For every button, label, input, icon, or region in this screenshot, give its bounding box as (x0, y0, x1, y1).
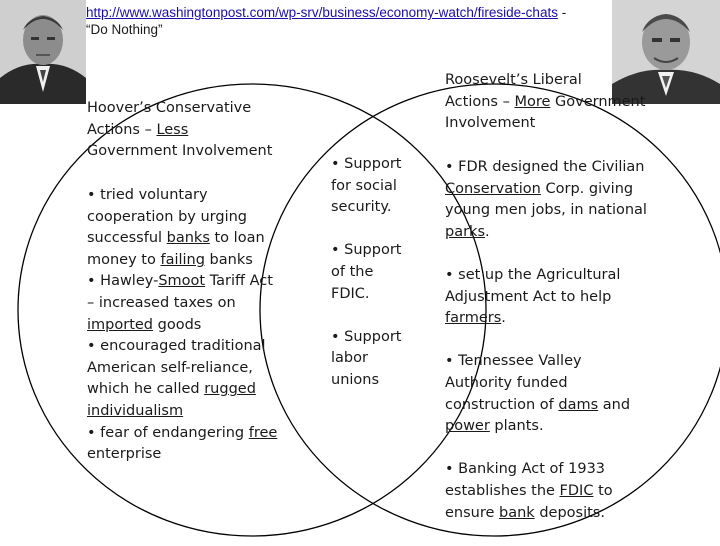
bullet-line (87, 401, 287, 423)
text-segment: – increased taxes on (87, 294, 236, 311)
bullet-line (445, 179, 660, 201)
roosevelt-bullet-list (445, 157, 660, 546)
bullet-line (445, 222, 660, 244)
bullet-line (87, 293, 287, 315)
text-segment: . (485, 223, 490, 240)
bullet-line (87, 358, 287, 380)
bullet-line (331, 154, 421, 176)
bullet-line (445, 265, 660, 287)
underlined-term: dams (558, 396, 599, 413)
source-note: “Do Nothing” (86, 22, 163, 37)
text-segment: plants. (489, 418, 544, 435)
text-segment: Government Involvement (87, 143, 273, 160)
bullet-line (87, 207, 287, 229)
text-segment: to (593, 482, 613, 499)
text-segment: • Hawley- (87, 273, 159, 290)
bullet-line (331, 176, 421, 198)
text-segment: • set up the Agricultural (445, 266, 621, 283)
underlined-term: rugged (204, 381, 256, 398)
portrait-hoover-icon (0, 0, 86, 104)
text-segment: Actions – (445, 93, 515, 110)
underlined-term: individualism (87, 402, 184, 419)
underlined-term: bank (499, 504, 535, 521)
heading-line (87, 120, 287, 142)
bullet-line (87, 228, 287, 250)
underlined-term: free (248, 424, 278, 441)
bullet-item (445, 265, 660, 330)
text-segment: labor (331, 350, 368, 367)
bullet-line (331, 348, 421, 370)
bullet-line (87, 444, 287, 466)
text-segment: • Support (331, 156, 402, 172)
text-segment: American self-reliance, (87, 359, 253, 376)
text-segment: deposits. (534, 504, 605, 521)
text-segment: banks (204, 251, 253, 268)
bullet-item (445, 459, 660, 524)
bullet-item (331, 154, 421, 219)
bullet-line (87, 250, 287, 272)
underlined-term: farmers (445, 310, 502, 327)
bullet-item (331, 327, 421, 392)
text-segment: Corp. giving (540, 180, 634, 197)
underlined-term: More (514, 93, 551, 110)
text-segment: • fear of endangering (87, 424, 249, 441)
text-segment: goods (153, 316, 202, 333)
underlined-term: FDIC (559, 482, 594, 499)
text-segment: money to (87, 251, 161, 268)
text-segment: . (501, 310, 506, 327)
bullet-item (445, 351, 660, 437)
bullet-line (445, 287, 660, 309)
bullet-line (87, 423, 287, 445)
text-segment: of the (331, 263, 374, 280)
bullet-line (331, 284, 421, 306)
text-segment: establishes the (445, 482, 560, 499)
text-segment: cooperation by urging (87, 208, 247, 225)
bullet-line (445, 351, 660, 373)
bullet-line (331, 240, 421, 262)
bullet-line (445, 503, 660, 525)
underlined-term: power (445, 418, 490, 435)
bullet-line (445, 481, 660, 503)
text-segment: Roosevelt’s Liberal (445, 72, 582, 88)
text-segment: Tariff Act (205, 273, 273, 290)
text-segment: Government (550, 93, 646, 110)
text-segment: • tried voluntary (87, 187, 208, 203)
text-segment: Actions – (87, 121, 157, 138)
underlined-term: Less (156, 121, 189, 138)
bullet-item (87, 336, 287, 422)
text-segment: successful (87, 230, 167, 247)
text-segment: • encouraged traditional (87, 338, 266, 355)
bullet-line (331, 197, 421, 219)
hoover-heading (87, 98, 287, 163)
text-segment: for social (331, 177, 397, 194)
bullet-item (445, 157, 660, 243)
bullet-item (87, 271, 287, 336)
text-segment: which he called (87, 381, 205, 398)
heading-line (87, 98, 287, 120)
hoover-bullet-list (87, 185, 287, 466)
heading-line (445, 70, 660, 92)
bullet-line (445, 157, 660, 179)
heading-line (87, 141, 287, 163)
bullet-line (87, 336, 287, 358)
underlined-term: banks (166, 230, 210, 247)
bullet-line (331, 327, 421, 349)
underlined-term: failing (160, 251, 205, 268)
text-segment: security. (331, 199, 392, 216)
bullet-line (87, 185, 287, 207)
text-segment: ensure (445, 504, 500, 521)
bullet-line (331, 262, 421, 284)
text-segment: Hoover’s Conservative (87, 100, 252, 116)
heading-line (445, 92, 660, 114)
source-citation (86, 4, 606, 38)
source-link[interactable]: http://www.washingtonpost.com/wp-srv/business/economy-watch/fireside-chats (86, 5, 558, 20)
bullet-line (87, 271, 287, 293)
bullet-line (445, 416, 660, 438)
bullet-line (445, 373, 660, 395)
text-segment: young men jobs, in national (445, 202, 647, 219)
bullet-item (87, 423, 287, 466)
text-segment: • Banking Act of 1933 (445, 461, 606, 478)
bullet-line (87, 379, 287, 401)
roosevelt-heading (445, 70, 660, 135)
source-separator: - (557, 5, 567, 20)
text-segment: Adjustment Act to help (445, 288, 612, 305)
bullet-line (445, 308, 660, 330)
text-segment: construction of (445, 396, 559, 413)
text-segment: • Support (331, 328, 402, 345)
text-segment: FDIC. (331, 285, 370, 302)
bullet-line (445, 459, 660, 481)
text-segment: Involvement (445, 115, 536, 132)
text-segment: unions (331, 371, 380, 388)
text-segment: and (598, 396, 631, 413)
bullet-item (331, 240, 421, 305)
text-segment: • FDR designed the Civilian (445, 159, 645, 175)
shared-bullet-list (331, 154, 421, 413)
text-segment: Authority funded (445, 374, 568, 391)
bullet-line (87, 315, 287, 337)
underlined-term: Conservation (445, 180, 541, 197)
bullet-line (331, 370, 421, 392)
bullet-line (445, 395, 660, 417)
text-segment: • Support (331, 242, 402, 259)
bullet-line (445, 200, 660, 222)
text-segment: • Tennessee Valley (445, 353, 582, 370)
underlined-term: imported (87, 316, 154, 333)
text-segment: to loan (209, 230, 265, 247)
heading-line (445, 113, 660, 135)
text-segment: enterprise (87, 446, 162, 463)
underlined-term: Smoot (158, 273, 206, 290)
underlined-term: parks (445, 223, 486, 240)
bullet-item (87, 185, 287, 271)
